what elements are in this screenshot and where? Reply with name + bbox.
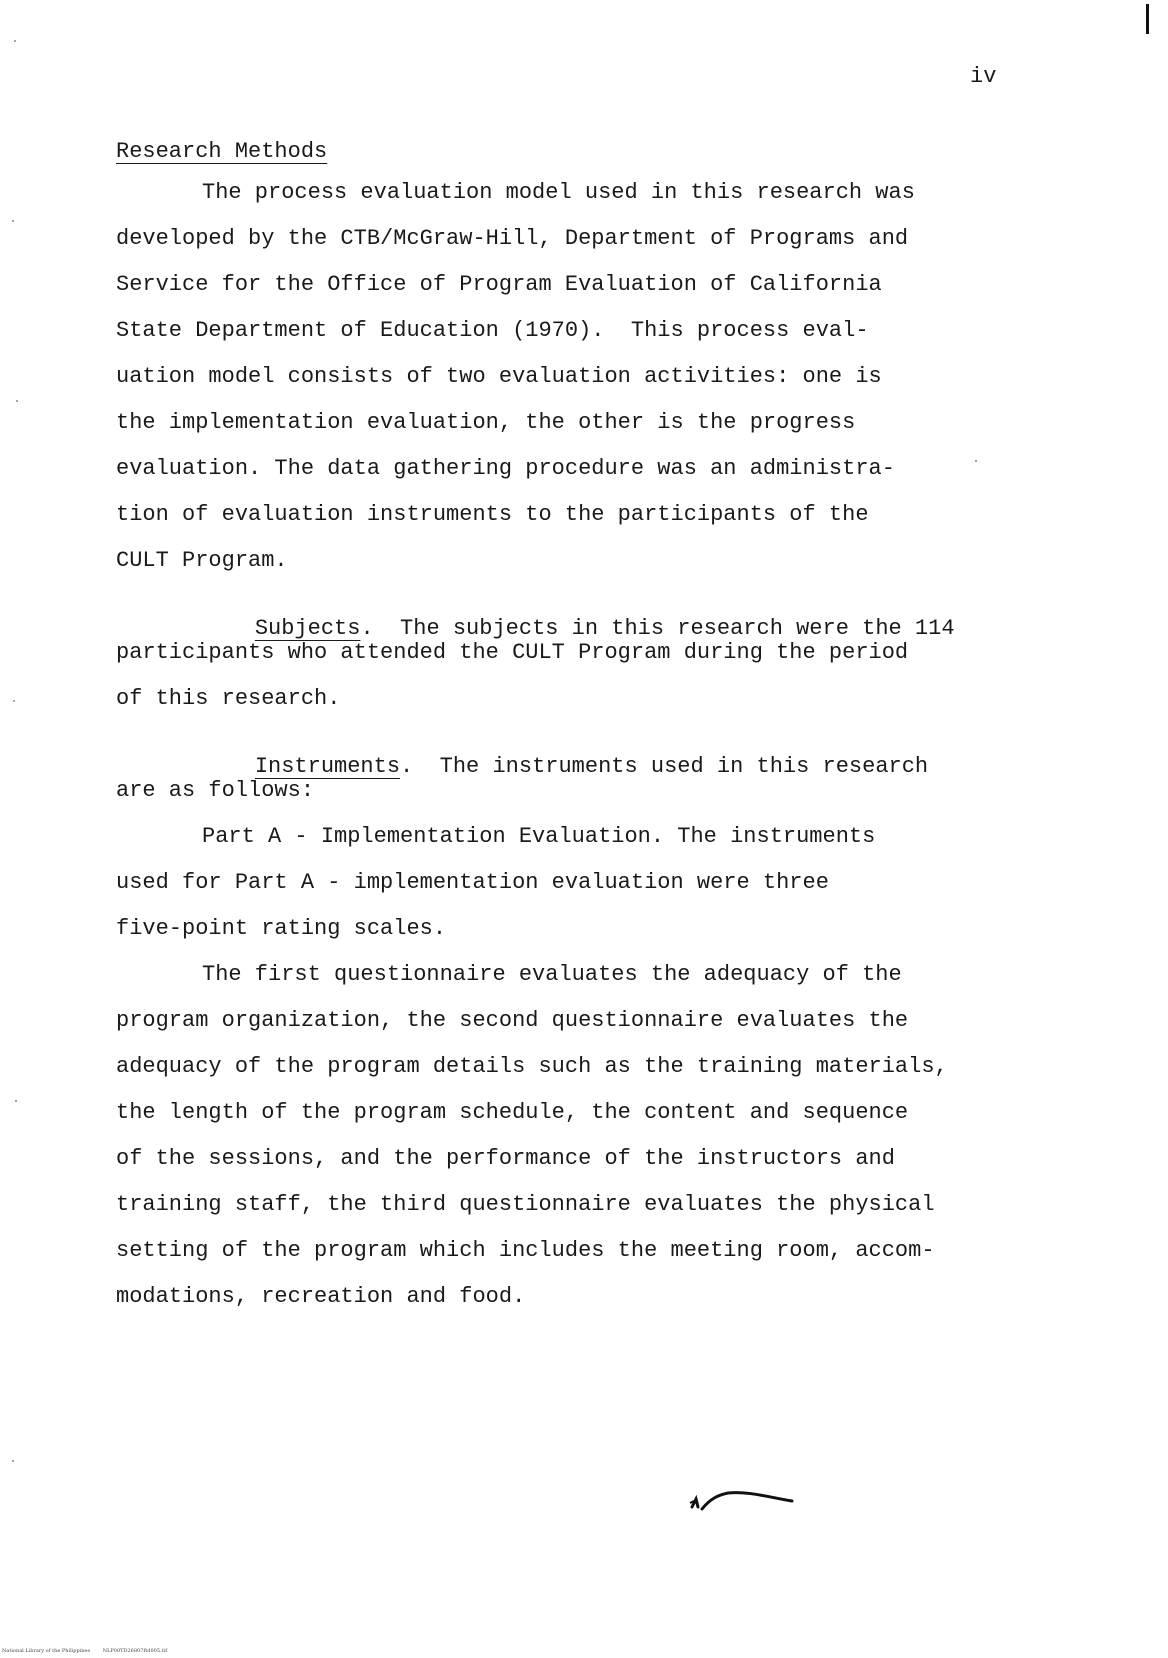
footer-file: NLP00TD26807ftd005.tif [102,1648,168,1654]
paragraph-1-line: Service for the Office of Program Evaluation of California [116,272,882,297]
questionnaire-paragraph-line: adequacy of the program details such as the training materials, [116,1054,948,1079]
scan-footer [2,1648,167,1654]
subjects-label: Subjects [254,616,361,641]
questionnaire-paragraph-line: of the sessions, and the performance of the instructors and [116,1146,895,1171]
subjects-line: of this research. [116,686,341,711]
handwritten-signature [688,1485,798,1515]
questionnaire-paragraph-line: modations, recreation and food. [116,1284,526,1309]
questionnaire-paragraph-line: training staff, the third questionnaire evaluates the physical [116,1192,935,1217]
instruments-line: are as follows: [116,778,315,803]
paragraph-1-line: CULT Program. [116,548,288,573]
questionnaire-paragraph-line: the length of the program schedule, the content and sequence [116,1100,909,1125]
part-a-line: five-point rating scales. [116,916,447,941]
subjects-text: . The subjects in this research were the 114 [360,616,955,641]
footer-library: National Library of the Philippines [2,1648,91,1654]
scan-speck [14,40,16,42]
scan-speck [16,400,18,402]
instruments-label: Instruments [254,754,401,779]
paragraph-1-line: the implementation evaluation, the other is the progress [116,410,856,435]
questionnaire-paragraph-line: setting of the program which includes the meeting room, accom- [116,1238,935,1263]
scan-speck [15,1100,17,1102]
paragraph-1-line: State Department of Education (1970). This process eval- [116,318,869,343]
questionnaire-paragraph-line: program organization, the second questionnaire evaluates the [116,1008,909,1033]
subjects-line: participants who attended the CULT Program during the period [116,640,909,665]
paragraph-1-line: uation model consists of two evaluation activities: one is [116,364,882,389]
section-heading: Research Methods [116,139,328,164]
questionnaire-paragraph-line: The first questionnaire evaluates the adequacy of the [202,962,902,987]
scan-speck [13,700,15,702]
instruments-text: . The instruments used in this research [400,754,929,779]
part-a-line: used for Part A - implementation evaluation were three [116,870,829,895]
page-number: iv [970,64,997,89]
paragraph-1-line: The process evaluation model used in this research was [202,180,915,205]
scan-speck [12,220,14,222]
paragraph-1-line: evaluation. The data gathering procedure was an administra- [116,456,895,481]
paragraph-1-line: developed by the CTB/McGraw-Hill, Department of Programs and [116,226,909,251]
edge-mark [1146,4,1149,34]
paragraph-1-line: tion of evaluation instruments to the participants of the [116,502,869,527]
part-a-line: Part A - Implementation Evaluation. The instruments [202,824,876,849]
scan-speck [975,460,977,462]
scan-speck [12,1460,14,1462]
